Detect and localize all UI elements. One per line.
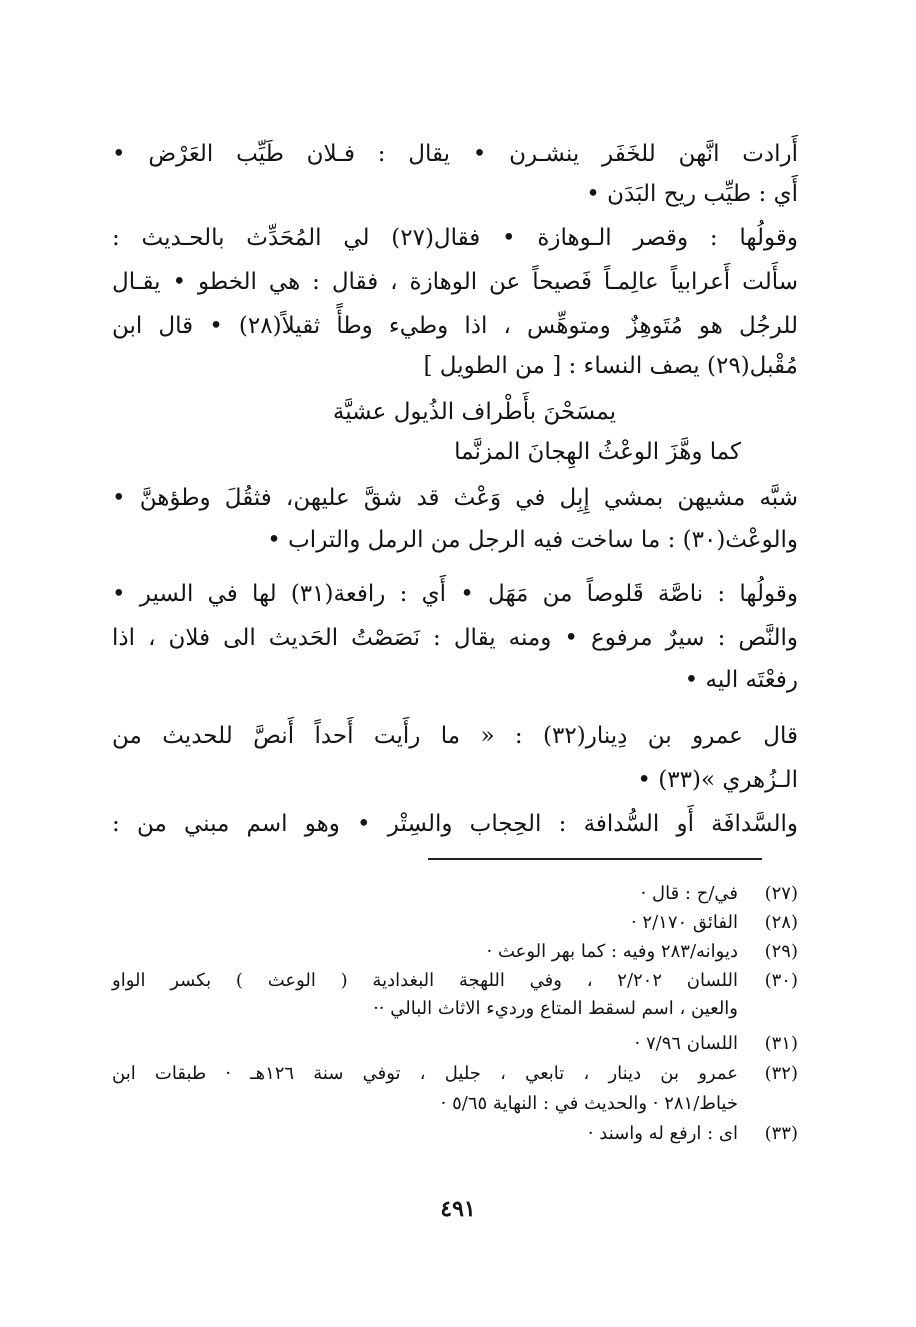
footnote-text: خياط/٢٨١ · والحديث في : النهاية ٥/٦٥ · bbox=[440, 1093, 738, 1114]
body-line: رفعْتَه اليه • bbox=[684, 667, 798, 693]
body-line: وقولُها : وقصر الـوهازة • فقال(٢٧) لي المُحَدِّث بالحـديث : bbox=[112, 225, 798, 251]
footnote-text: عمرو بن دينار ، تابعي ، جليل ، توفي سنة ١٢٦هـ · طبقات ابن bbox=[112, 1063, 738, 1084]
footnote-text: اللسان ٧/٩٦ · bbox=[634, 1033, 738, 1054]
footnote-text: ديوانه/٢٨٣ وفيه : كما بهر الوعث · bbox=[486, 941, 738, 962]
footnote-text: الفائق ٢/١٧٠ · bbox=[630, 912, 738, 933]
footnote-number: (٢٨) bbox=[764, 912, 798, 933]
footnote-number: (٣٢) bbox=[764, 1063, 798, 1084]
footnote-number: (٢٩) bbox=[764, 941, 798, 962]
footnote-number: (٣١) bbox=[764, 1033, 798, 1054]
footnote-text: اى : ارفع له واسند · bbox=[587, 1123, 738, 1144]
verse-line: كما وهَّزَ الوعْثُ الهِجانَ المزنَّما bbox=[454, 439, 741, 465]
body-line: الـزُهري »(٣٣) • bbox=[637, 767, 798, 793]
footnote-number: (٣٠) bbox=[764, 970, 798, 991]
body-line: أَي : طيِّب ريح البَدَن • bbox=[586, 181, 798, 207]
footnote-text: اللسان ٢/٢٠٢ ، وفي اللهجة البغدادية ( الوعث ) بكسر الواو bbox=[112, 970, 738, 991]
body-line: أَرادت انَّهن للخَفَر ينشـرن • يقال : فـلان طَيِّب العَرْض • bbox=[112, 141, 798, 167]
body-line: والوعْث(٣٠) : ما ساخت فيه الرجل من الرمل والتراب • bbox=[267, 527, 798, 553]
page-number: ٤٩١ bbox=[440, 1196, 476, 1222]
body-line: للرجُل هو مُتَوهِزٌ ومتوهِّس ، اذا وطيء وطأً ثقيلاً(٢٨) • قال ابن bbox=[112, 313, 798, 339]
footnote-number: (٣٣) bbox=[764, 1123, 798, 1144]
footnote-text: في/ح : قال · bbox=[640, 883, 738, 904]
body-line: والسَّدافَة أَو السُّدافة : الحِجاب والسِتْر • وهو اسم مبني من : bbox=[112, 811, 798, 837]
verse-line: يمسَحْنَ بأَطْراف الذُيول عشيَّة bbox=[332, 399, 616, 425]
footnote-text: والعين ، اسم لسقط المتاع ورديء الاثاث البالي ·· bbox=[373, 998, 738, 1019]
body-line: وقولُها : ناصَّة قَلوصاً من مَهَل • أَي : رافعة(٣١) لها في السير • bbox=[112, 581, 798, 607]
footnote-separator bbox=[428, 858, 762, 860]
body-line: سأَلت أَعرابياً عالِمـاً فَصيحاً عن الوهازة ، فقال : هي الخطو • يقـال bbox=[112, 269, 798, 295]
body-line: قال عمرو بن دِينار(٣٢) : « ما رأَيت أَحداً أَنصَّ للحديث من bbox=[112, 723, 798, 749]
body-line: والنَّص : سيرٌ مرفوع • ومنه يقال : نَصَصْتُ الحَديث الى فلان ، اذا bbox=[112, 625, 798, 651]
footnote-number: (٢٧) bbox=[764, 883, 798, 904]
body-line: مُقْبل(٢٩) يصف النساء : [ من الطويل ] bbox=[423, 353, 798, 379]
body-line: شبَّه مشيهن بمشي إِبِل في وَعْث قد شقَّ عليهن، فثقُلَ وطؤهنَّ • bbox=[112, 485, 798, 511]
